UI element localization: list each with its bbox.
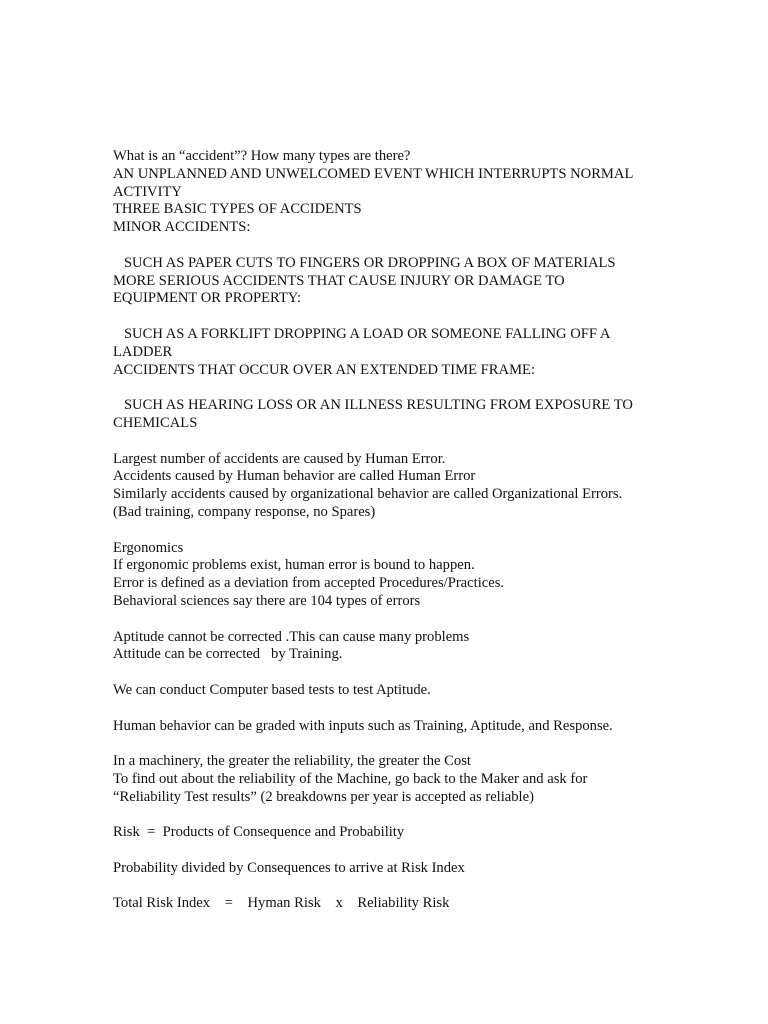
text-line: If ergonomic problems exist, human error is bound to happen. (113, 557, 475, 574)
blank-line (113, 379, 733, 397)
error-risk-section (113, 433, 733, 914)
total-risk-formula: Total Risk Index = Hyman Risk x Reliability Risk (113, 895, 450, 912)
text-line: CHEMICALS (113, 414, 198, 431)
heading-ergonomics: Ergonomics (113, 539, 184, 556)
text-line: SUCH AS HEARING LOSS OR AN ILLNESS RESULTING FROM EXPOSURE TO (113, 397, 633, 414)
text-line: MINOR ACCIDENTS: (113, 219, 251, 236)
text-line: LADDER (113, 343, 173, 360)
text-line: MORE SERIOUS ACCIDENTS THAT CAUSE INJURY OR DAMAGE TO (113, 272, 565, 289)
document-page (113, 148, 733, 913)
text-line: Largest number of accidents are caused by Human Error. (113, 450, 446, 467)
text-line: Aptitude cannot be corrected .This can cause many problems (113, 628, 470, 645)
text-line: AN UNPLANNED AND UNWELCOMED EVENT WHICH INTERRUPTS NORMAL (113, 165, 634, 182)
text-line: SUCH AS PAPER CUTS TO FINGERS OR DROPPING A BOX OF MATERIALS (113, 254, 616, 271)
blank-line (113, 700, 733, 718)
blank-line (113, 664, 733, 682)
text-line: “Reliability Test results” (2 breakdowns per year is accepted as reliable) (113, 788, 534, 805)
text-line: EQUIPMENT OR PROPERTY: (113, 290, 302, 307)
text-line: In a machinery, the greater the reliability, the greater the Cost (113, 753, 471, 770)
text-line: THREE BASIC TYPES OF ACCIDENTS (113, 201, 362, 218)
text-line: To find out about the reliability of the Machine, go back to the Maker and ask for (113, 770, 588, 787)
text-line: ACTIVITY (113, 183, 182, 200)
blank-line (113, 611, 733, 629)
text-line: We can conduct Computer based tests to test Aptitude. (113, 681, 431, 698)
text-line: (Bad training, company response, no Spares) (113, 503, 376, 520)
text-line: Probability divided by Consequences to arrive at Risk Index (113, 859, 465, 876)
blank-line (113, 308, 733, 326)
text-line: Error is defined as a deviation from accepted Procedures/Practices. (113, 575, 505, 592)
blank-line (113, 842, 733, 860)
text-line: Accidents caused by Human behavior are called Human Error (113, 468, 476, 485)
blank-line (113, 878, 733, 896)
blank-line (113, 806, 733, 824)
risk-formula: Risk = Products of Consequence and Probability (113, 824, 405, 841)
accident-types-section (113, 148, 733, 433)
blank-line (113, 522, 733, 540)
text-line: Human behavior can be graded with inputs such as Training, Aptitude, and Response. (113, 717, 613, 734)
text-line: Attitude can be corrected by Training. (113, 646, 343, 663)
blank-line (113, 237, 733, 255)
text-line: What is an “accident”? How many types are there? (113, 148, 411, 164)
text-line: SUCH AS A FORKLIFT DROPPING A LOAD OR SOMEONE FALLING OFF A (113, 325, 611, 342)
text-line: Similarly accidents caused by organizational behavior are called Organizational Errors. (113, 486, 623, 503)
blank-line (113, 433, 733, 451)
text-line: Behavioral sciences say there are 104 types of errors (113, 592, 421, 609)
blank-line (113, 735, 733, 753)
text-line: ACCIDENTS THAT OCCUR OVER AN EXTENDED TIME FRAME: (113, 361, 536, 378)
